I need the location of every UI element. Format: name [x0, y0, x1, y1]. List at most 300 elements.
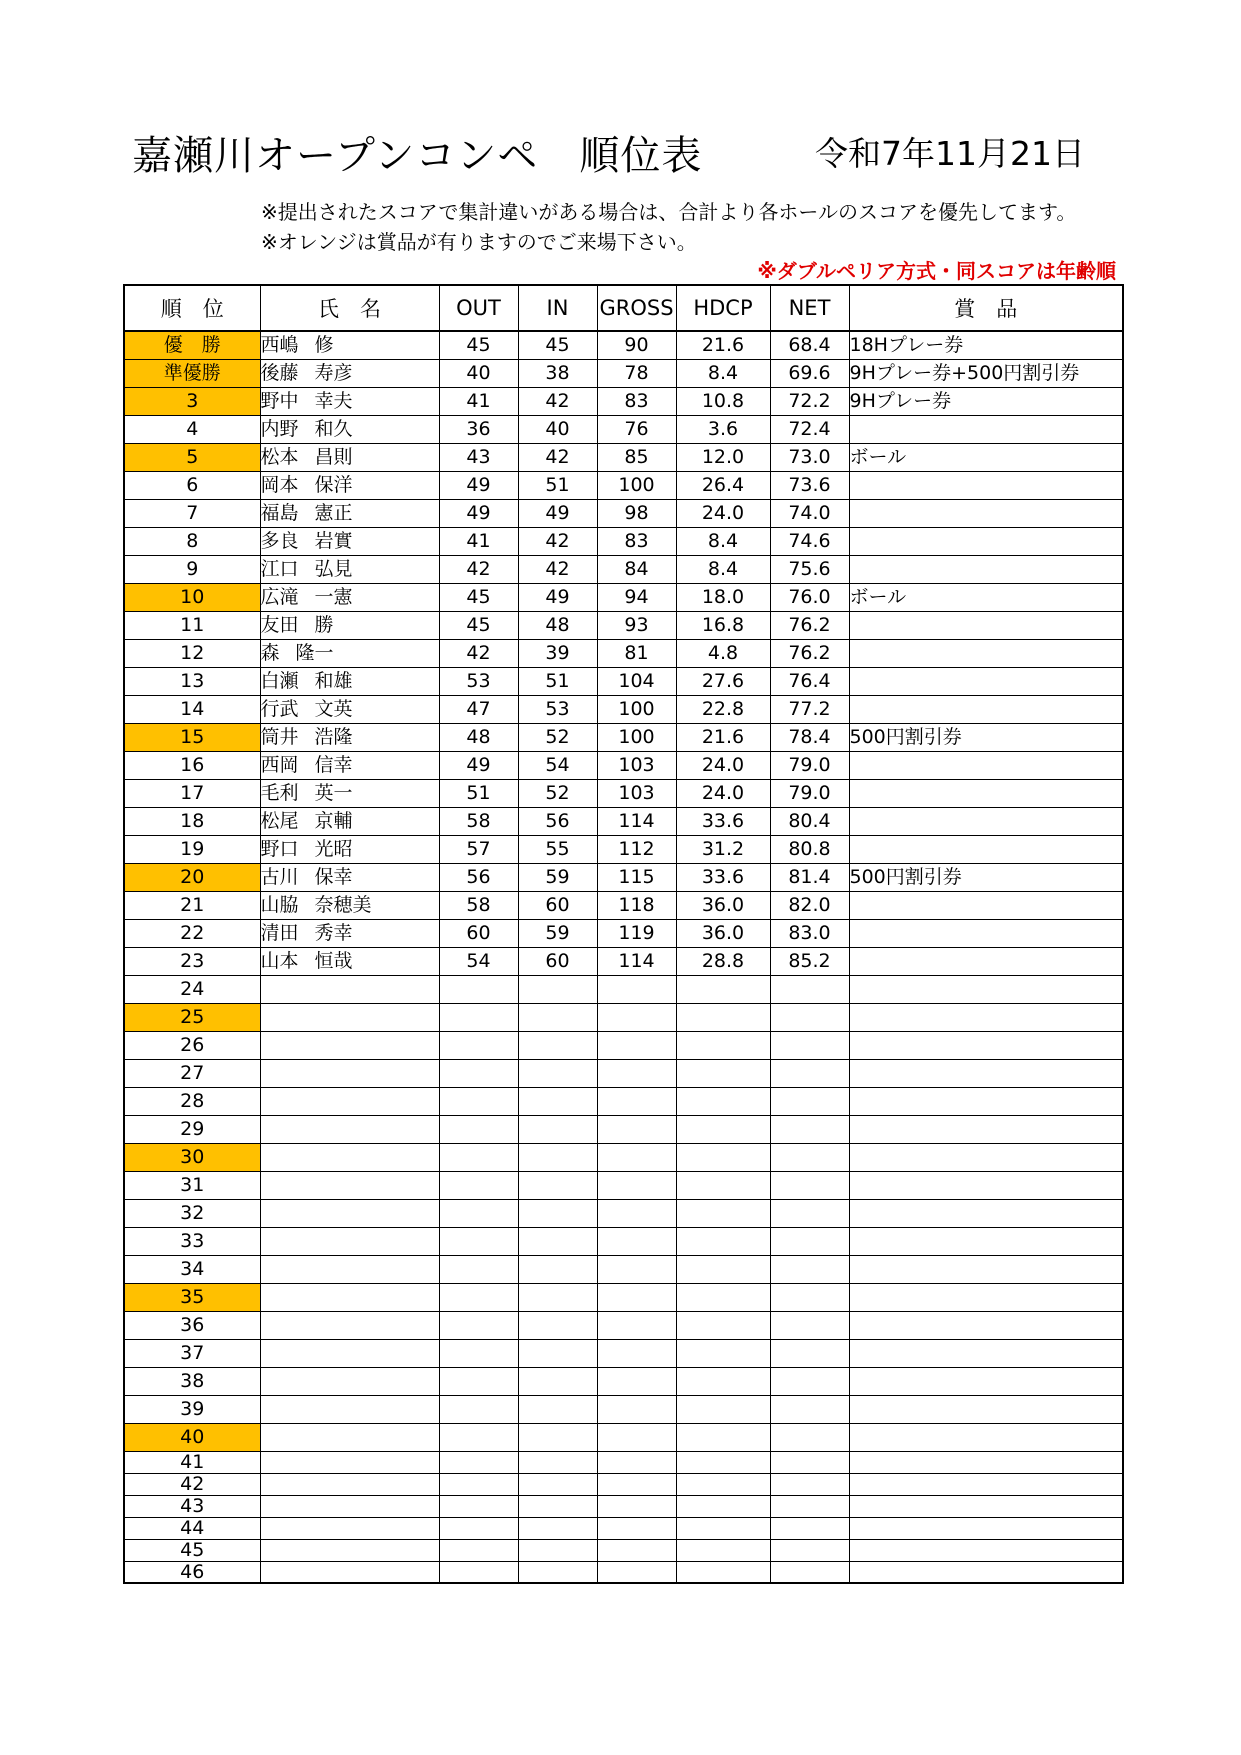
out-cell: 60: [439, 919, 518, 947]
prize-cell: [849, 1339, 1123, 1367]
out-cell: [439, 1395, 518, 1423]
table-row: [124, 1339, 1123, 1367]
in-cell: 42: [518, 527, 597, 555]
header-net: NET: [770, 285, 849, 331]
name-cell: [260, 723, 439, 751]
name-cell: [260, 1115, 439, 1143]
net-cell: [770, 1517, 849, 1539]
gross-cell: [597, 1339, 676, 1367]
in-cell: 60: [518, 891, 597, 919]
in-cell: 40: [518, 415, 597, 443]
out-cell: [439, 1143, 518, 1171]
gross-cell: 100: [597, 695, 676, 723]
given-name: 保洋: [314, 474, 353, 496]
out-cell: [439, 1339, 518, 1367]
net-cell: [770, 1539, 849, 1561]
name-cell: [260, 863, 439, 891]
in-cell: [518, 1059, 597, 1087]
out-cell: 58: [439, 807, 518, 835]
gross-cell: 83: [597, 387, 676, 415]
in-cell: [518, 1311, 597, 1339]
family-name: 後藤: [260, 362, 299, 384]
given-name: 幸夫: [314, 390, 353, 412]
in-cell: [518, 1227, 597, 1255]
net-cell: [770, 1171, 849, 1199]
net-cell: [770, 1115, 849, 1143]
hdcp-cell: [676, 1311, 770, 1339]
gross-cell: 112: [597, 835, 676, 863]
family-name: 野口: [260, 838, 299, 860]
hdcp-cell: 31.2: [676, 835, 770, 863]
in-cell: [518, 1423, 597, 1451]
hdcp-cell: [676, 1171, 770, 1199]
ranking-body: [124, 331, 1123, 1583]
prize-cell: [849, 1539, 1123, 1561]
rank-cell: 40: [124, 1423, 260, 1451]
name-cell: [260, 947, 439, 975]
out-cell: [439, 1283, 518, 1311]
rank-cell: 29: [124, 1115, 260, 1143]
ranking-table: [123, 284, 1124, 1584]
table-row: [124, 1451, 1123, 1473]
out-cell: 45: [439, 331, 518, 359]
name-cell: [260, 779, 439, 807]
rank-cell: 46: [124, 1561, 260, 1583]
net-cell: 75.6: [770, 555, 849, 583]
net-cell: [770, 1199, 849, 1227]
net-cell: 81.4: [770, 863, 849, 891]
prize-cell: [849, 1255, 1123, 1283]
gross-cell: 100: [597, 471, 676, 499]
family-name: 江口: [260, 558, 299, 580]
net-cell: 68.4: [770, 331, 849, 359]
family-name: 森: [260, 642, 280, 664]
table-row: [124, 443, 1123, 471]
rank-cell: 6: [124, 471, 260, 499]
in-cell: [518, 975, 597, 1003]
in-cell: [518, 1339, 597, 1367]
hdcp-cell: [676, 1539, 770, 1561]
net-cell: [770, 1311, 849, 1339]
family-name: 友田: [260, 614, 299, 636]
header-row: [124, 285, 1123, 331]
net-cell: [770, 1561, 849, 1583]
prize-cell: [849, 1059, 1123, 1087]
given-name: 寿彦: [314, 362, 353, 384]
hdcp-cell: 12.0: [676, 443, 770, 471]
gross-cell: [597, 1451, 676, 1473]
net-cell: [770, 1031, 849, 1059]
gross-cell: 114: [597, 947, 676, 975]
table-row: [124, 331, 1123, 359]
rank-cell: 45: [124, 1539, 260, 1561]
gross-cell: 94: [597, 583, 676, 611]
net-cell: 76.2: [770, 611, 849, 639]
net-cell: 74.0: [770, 499, 849, 527]
in-cell: 60: [518, 947, 597, 975]
page-title: 嘉瀬川オープンコンペ 順位表: [132, 133, 703, 179]
in-cell: 55: [518, 835, 597, 863]
in-cell: [518, 1367, 597, 1395]
family-name: 白瀬: [260, 670, 299, 692]
out-cell: 36: [439, 415, 518, 443]
out-cell: [439, 1423, 518, 1451]
prize-cell: [849, 1171, 1123, 1199]
gross-cell: [597, 1473, 676, 1495]
net-cell: 76.4: [770, 667, 849, 695]
hdcp-cell: 24.0: [676, 751, 770, 779]
out-cell: [439, 1199, 518, 1227]
net-cell: 72.2: [770, 387, 849, 415]
net-cell: 76.0: [770, 583, 849, 611]
out-cell: 54: [439, 947, 518, 975]
gross-cell: [597, 1367, 676, 1395]
hdcp-cell: [676, 1031, 770, 1059]
in-cell: 49: [518, 499, 597, 527]
net-cell: 79.0: [770, 779, 849, 807]
gross-cell: [597, 1003, 676, 1031]
gross-cell: 81: [597, 639, 676, 667]
prize-cell: [849, 835, 1123, 863]
hdcp-cell: 36.0: [676, 891, 770, 919]
in-cell: [518, 1539, 597, 1561]
in-cell: [518, 1087, 597, 1115]
gross-cell: [597, 1227, 676, 1255]
hdcp-cell: [676, 1561, 770, 1583]
prize-cell: [849, 1423, 1123, 1451]
name-cell: [260, 583, 439, 611]
out-cell: 45: [439, 583, 518, 611]
given-name: 文英: [314, 698, 353, 720]
prize-cell: [849, 1495, 1123, 1517]
header-in: IN: [518, 285, 597, 331]
out-cell: 41: [439, 387, 518, 415]
hdcp-cell: [676, 1003, 770, 1031]
gross-cell: 118: [597, 891, 676, 919]
name-cell: [260, 1059, 439, 1087]
in-cell: 45: [518, 331, 597, 359]
table-row: [124, 835, 1123, 863]
prize-cell: [849, 947, 1123, 975]
hdcp-cell: [676, 1517, 770, 1539]
in-cell: [518, 1115, 597, 1143]
rank-cell: 33: [124, 1227, 260, 1255]
table-row: [124, 1115, 1123, 1143]
score-note: ※提出されたスコアで集計違いがある場合は、合計より各ホールのスコアを優先してます。: [261, 200, 1077, 224]
in-cell: 51: [518, 667, 597, 695]
net-cell: [770, 1473, 849, 1495]
prize-cell: [849, 1311, 1123, 1339]
given-name: 奈穂美: [314, 894, 372, 916]
name-cell: [260, 1227, 439, 1255]
table-row: [124, 1255, 1123, 1283]
gross-cell: [597, 1059, 676, 1087]
table-row: [124, 1423, 1123, 1451]
rank-cell: 32: [124, 1199, 260, 1227]
rank-cell: 34: [124, 1255, 260, 1283]
net-cell: 73.0: [770, 443, 849, 471]
gross-cell: 114: [597, 807, 676, 835]
rank-cell: 16: [124, 751, 260, 779]
net-cell: 74.6: [770, 527, 849, 555]
name-cell: [260, 1339, 439, 1367]
table-row: [124, 1561, 1123, 1583]
out-cell: 49: [439, 499, 518, 527]
table-row: [124, 1059, 1123, 1087]
gross-cell: [597, 1395, 676, 1423]
out-cell: [439, 1031, 518, 1059]
given-name: 弘見: [314, 558, 353, 580]
out-cell: [439, 1539, 518, 1561]
out-cell: 51: [439, 779, 518, 807]
out-cell: [439, 1003, 518, 1031]
name-cell: [260, 751, 439, 779]
table-row: [124, 1199, 1123, 1227]
rank-cell: 41: [124, 1451, 260, 1473]
prize-cell: 9Hプレー券+500円割引券: [849, 359, 1123, 387]
net-cell: [770, 1255, 849, 1283]
prize-cell: [849, 751, 1123, 779]
hdcp-cell: [676, 1227, 770, 1255]
given-name: 和雄: [314, 670, 353, 692]
net-cell: 80.4: [770, 807, 849, 835]
net-cell: [770, 1395, 849, 1423]
hdcp-cell: 3.6: [676, 415, 770, 443]
given-name: 光昭: [314, 838, 353, 860]
hdcp-cell: [676, 1255, 770, 1283]
name-cell: [260, 975, 439, 1003]
in-cell: [518, 1561, 597, 1583]
rank-cell: 18: [124, 807, 260, 835]
gross-cell: [597, 1255, 676, 1283]
table-row: [124, 1031, 1123, 1059]
prize-cell: [849, 415, 1123, 443]
gross-cell: [597, 1495, 676, 1517]
in-cell: 48: [518, 611, 597, 639]
out-cell: [439, 1311, 518, 1339]
name-cell: [260, 611, 439, 639]
hdcp-cell: 27.6: [676, 667, 770, 695]
header-out: OUT: [439, 285, 518, 331]
hdcp-cell: 8.4: [676, 555, 770, 583]
hdcp-cell: [676, 1199, 770, 1227]
prize-cell: [849, 1087, 1123, 1115]
net-cell: 76.2: [770, 639, 849, 667]
method-note: ※ダブルペリア方式・同スコアは年齢順: [757, 259, 1116, 283]
hdcp-cell: 33.6: [676, 807, 770, 835]
prize-cell: [849, 499, 1123, 527]
in-cell: [518, 1031, 597, 1059]
rank-cell: 42: [124, 1473, 260, 1495]
in-cell: 52: [518, 723, 597, 751]
hdcp-cell: [676, 1339, 770, 1367]
prize-cell: [849, 611, 1123, 639]
rank-cell: 7: [124, 499, 260, 527]
family-name: 岡本: [260, 474, 299, 496]
table-row: [124, 667, 1123, 695]
name-cell: [260, 1495, 439, 1517]
rank-cell: 11: [124, 611, 260, 639]
gross-cell: [597, 1539, 676, 1561]
table-row: [124, 751, 1123, 779]
gross-cell: 104: [597, 667, 676, 695]
given-name: 憲正: [314, 502, 353, 524]
gross-cell: 85: [597, 443, 676, 471]
out-cell: [439, 1255, 518, 1283]
prize-cell: [849, 1199, 1123, 1227]
prize-cell: [849, 1115, 1123, 1143]
rank-cell: 14: [124, 695, 260, 723]
rank-cell: 21: [124, 891, 260, 919]
hdcp-cell: 18.0: [676, 583, 770, 611]
out-cell: 43: [439, 443, 518, 471]
in-cell: [518, 1255, 597, 1283]
in-cell: [518, 1143, 597, 1171]
gross-cell: 93: [597, 611, 676, 639]
in-cell: [518, 1171, 597, 1199]
table-row: [124, 583, 1123, 611]
table-row: [124, 1143, 1123, 1171]
gross-cell: [597, 1171, 676, 1199]
table-row: [124, 387, 1123, 415]
family-name: 清田: [260, 922, 299, 944]
gross-cell: 83: [597, 527, 676, 555]
hdcp-cell: [676, 1059, 770, 1087]
net-cell: 79.0: [770, 751, 849, 779]
table-row: [124, 639, 1123, 667]
name-cell: [260, 1451, 439, 1473]
given-name: 隆一: [295, 642, 334, 664]
name-cell: [260, 667, 439, 695]
in-cell: 52: [518, 779, 597, 807]
gross-cell: [597, 1143, 676, 1171]
out-cell: [439, 1227, 518, 1255]
in-cell: 42: [518, 387, 597, 415]
in-cell: 59: [518, 863, 597, 891]
hdcp-cell: 28.8: [676, 947, 770, 975]
net-cell: [770, 975, 849, 1003]
name-cell: [260, 695, 439, 723]
out-cell: 42: [439, 555, 518, 583]
family-name: 古川: [260, 866, 299, 888]
rank-cell: 9: [124, 555, 260, 583]
net-cell: [770, 1495, 849, 1517]
table-row: [124, 1367, 1123, 1395]
table-row: [124, 1087, 1123, 1115]
event-date: 令和7年11月21日: [815, 134, 1085, 173]
gross-cell: [597, 1199, 676, 1227]
family-name: 筒井: [260, 726, 299, 748]
prize-cell: [849, 891, 1123, 919]
given-name: 秀幸: [314, 922, 353, 944]
prize-cell: 500円割引券: [849, 863, 1123, 891]
table-row: [124, 1495, 1123, 1517]
in-cell: [518, 1395, 597, 1423]
name-cell: [260, 499, 439, 527]
prize-cell: 9Hプレー券: [849, 387, 1123, 415]
hdcp-cell: [676, 1143, 770, 1171]
name-cell: [260, 1143, 439, 1171]
given-name: 信幸: [314, 754, 353, 776]
gross-cell: 90: [597, 331, 676, 359]
out-cell: 56: [439, 863, 518, 891]
table-row: [124, 947, 1123, 975]
net-cell: 83.0: [770, 919, 849, 947]
out-cell: 49: [439, 751, 518, 779]
out-cell: 48: [439, 723, 518, 751]
prize-note: ※オレンジは賞品が有りますのでご来場下さい。: [261, 230, 697, 254]
rank-cell: 5: [124, 443, 260, 471]
in-cell: 38: [518, 359, 597, 387]
name-cell: [260, 1367, 439, 1395]
out-cell: 49: [439, 471, 518, 499]
net-cell: [770, 1059, 849, 1087]
given-name: 恒哉: [314, 950, 353, 972]
out-cell: 40: [439, 359, 518, 387]
table-row: [124, 779, 1123, 807]
table-row: [124, 1171, 1123, 1199]
name-cell: [260, 387, 439, 415]
prize-cell: [849, 1031, 1123, 1059]
out-cell: [439, 1367, 518, 1395]
family-name: 山脇: [260, 894, 299, 916]
rank-cell: 28: [124, 1087, 260, 1115]
header-prize: 賞 品: [849, 285, 1123, 331]
gross-cell: [597, 1115, 676, 1143]
net-cell: 73.6: [770, 471, 849, 499]
gross-cell: [597, 1423, 676, 1451]
hdcp-cell: [676, 1367, 770, 1395]
table-row: [124, 1539, 1123, 1561]
in-cell: 54: [518, 751, 597, 779]
given-name: 岩實: [314, 530, 353, 552]
net-cell: 77.2: [770, 695, 849, 723]
prize-cell: [849, 1143, 1123, 1171]
table-row: [124, 1227, 1123, 1255]
gross-cell: [597, 975, 676, 1003]
given-name: 昌則: [314, 446, 353, 468]
table-row: [124, 1395, 1123, 1423]
table-row: [124, 1517, 1123, 1539]
prize-cell: ボール: [849, 443, 1123, 471]
given-name: 和久: [314, 418, 353, 440]
rank-cell: 23: [124, 947, 260, 975]
rank-cell: 4: [124, 415, 260, 443]
hdcp-cell: 4.8: [676, 639, 770, 667]
net-cell: [770, 1283, 849, 1311]
prize-cell: 500円割引券: [849, 723, 1123, 751]
rank-cell: 12: [124, 639, 260, 667]
rank-cell: 15: [124, 723, 260, 751]
in-cell: 42: [518, 443, 597, 471]
table-row: [124, 723, 1123, 751]
name-cell: [260, 359, 439, 387]
rank-cell: 優 勝: [124, 331, 260, 359]
prize-cell: [849, 1517, 1123, 1539]
gross-cell: [597, 1311, 676, 1339]
header-hdcp: HDCP: [676, 285, 770, 331]
family-name: 行武: [260, 698, 299, 720]
gross-cell: [597, 1561, 676, 1583]
gross-cell: 103: [597, 751, 676, 779]
family-name: 松本: [260, 446, 299, 468]
prize-cell: [849, 1473, 1123, 1495]
hdcp-cell: 8.4: [676, 359, 770, 387]
rank-cell: 35: [124, 1283, 260, 1311]
hdcp-cell: [676, 1395, 770, 1423]
name-cell: [260, 331, 439, 359]
prize-cell: [849, 1283, 1123, 1311]
